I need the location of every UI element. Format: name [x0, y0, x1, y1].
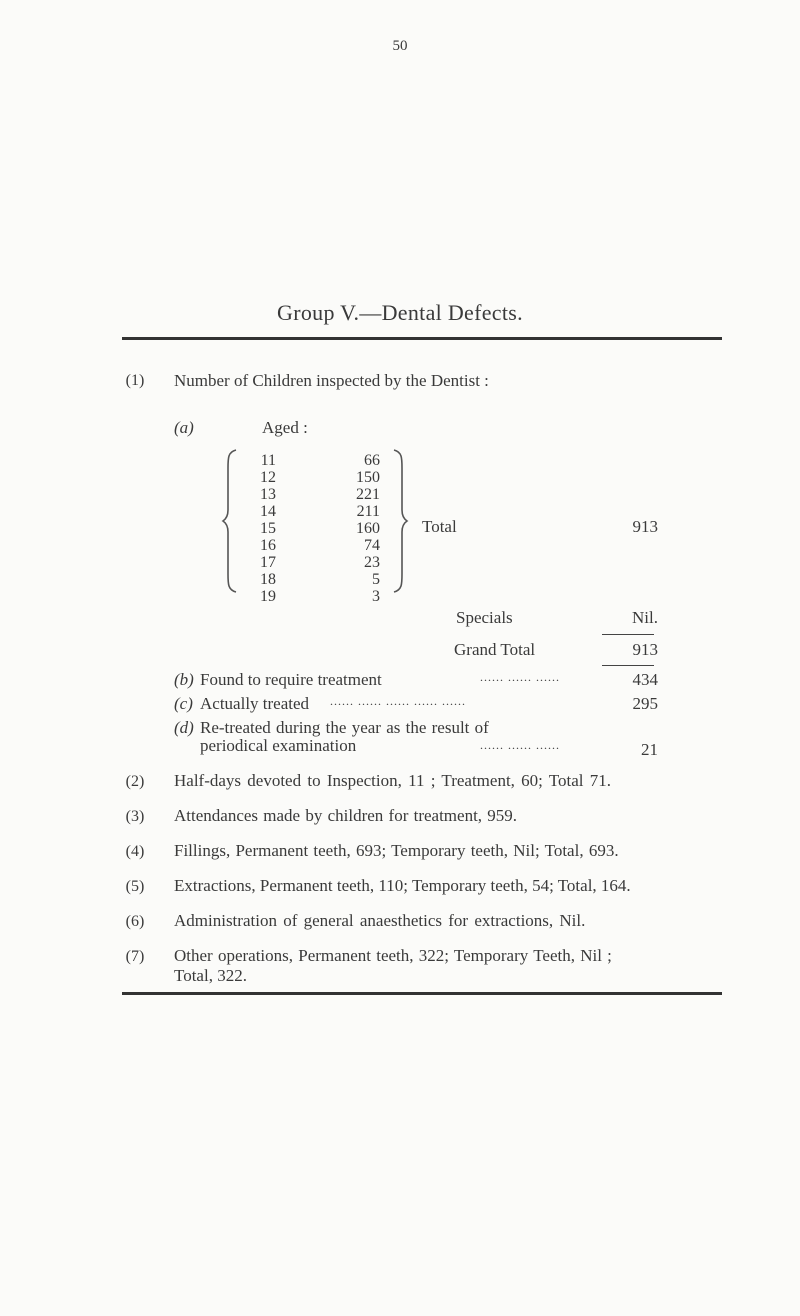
- item-text-7-line2: Total, 322.: [174, 966, 247, 985]
- age-cell: 13: [260, 486, 276, 503]
- page-number: 50: [392, 38, 408, 54]
- grand-total-value: 913: [632, 640, 658, 659]
- item-number-5: (5): [125, 878, 145, 895]
- count-cell: 74: [364, 537, 380, 554]
- sub-b-dots: ...... ...... ......: [480, 670, 560, 684]
- sub-b-text: Found to require treatment: [200, 670, 382, 689]
- sub-d-dots: ...... ...... ......: [480, 738, 560, 752]
- item-text-3: Attendances made by children for treatment, 959.: [174, 806, 518, 825]
- item-text-5: Extractions, Permanent teeth, 110; Temporary teeth, 54; Total, 164.: [174, 876, 631, 895]
- grand-total-underline: [602, 665, 654, 666]
- item-number-3: (3): [125, 808, 145, 825]
- total-value: 913: [632, 517, 658, 536]
- age-cell: 11: [260, 452, 276, 469]
- item-number-4: (4): [125, 843, 145, 860]
- sub-d-text-line1: Re-treated during the year as the result of: [200, 718, 489, 737]
- item-number-7: (7): [125, 948, 145, 965]
- sub-c-label: (c): [174, 694, 193, 713]
- item-number-1: (1): [125, 372, 145, 389]
- aged-label: Aged :: [262, 418, 308, 437]
- count-cell: 3: [372, 588, 380, 605]
- count-cell: 221: [356, 486, 380, 503]
- specials-value: Nil.: [632, 608, 658, 627]
- count-cell: 5: [372, 571, 380, 588]
- age-cell: 14: [260, 503, 276, 520]
- bottom-rule: [122, 992, 722, 995]
- sub-d-label: (d): [174, 718, 194, 737]
- sub-a-label: (a): [174, 418, 194, 437]
- age-cell: 16: [260, 537, 276, 554]
- count-cell: 23: [364, 554, 380, 571]
- total-label: Total: [422, 517, 457, 536]
- item-text-2: Half-days devoted to Inspection, 11 ; Treatment, 60; Total 71.: [174, 771, 612, 790]
- age-cell: 15: [260, 520, 276, 537]
- sub-b-label: (b): [174, 670, 194, 689]
- sub-c-value: 295: [632, 694, 658, 713]
- section-heading: Group V.—Dental Defects.: [277, 300, 523, 325]
- count-cell: 160: [356, 520, 380, 537]
- sub-d-text-line2: periodical examination: [200, 736, 357, 755]
- count-cell: 150: [356, 469, 380, 486]
- count-cell: 211: [356, 503, 380, 520]
- item-text-7: Other operations, Permanent teeth, 322; Temporary Teeth, Nil ;: [174, 946, 612, 965]
- count-cell: 66: [364, 452, 380, 469]
- item-number-6: (6): [125, 913, 145, 930]
- right-brace-icon: [392, 448, 408, 594]
- age-cell: 17: [260, 554, 276, 571]
- age-cell: 18: [260, 571, 276, 588]
- section1-title: Number of Children inspected by the Dentist :: [174, 371, 489, 390]
- specials-underline: [602, 634, 654, 635]
- sub-c-text: Actually treated: [200, 694, 310, 713]
- sub-b-value: 434: [632, 670, 658, 689]
- sub-c-dots: ...... ...... ...... ...... ......: [330, 694, 466, 708]
- item-number-2: (2): [125, 773, 145, 790]
- top-rule: [122, 337, 722, 340]
- item-text-4: Fillings, Permanent teeth, 693; Temporary teeth, Nil; Total, 693.: [174, 841, 619, 860]
- specials-label: Specials: [456, 608, 513, 627]
- age-cell: 12: [260, 469, 276, 486]
- sub-d-value: 21: [641, 740, 658, 759]
- item-text-6: Administration of general anaesthetics for extractions, Nil.: [174, 911, 586, 930]
- grand-total-label: Grand Total: [454, 640, 536, 659]
- age-cell: 19: [260, 588, 276, 605]
